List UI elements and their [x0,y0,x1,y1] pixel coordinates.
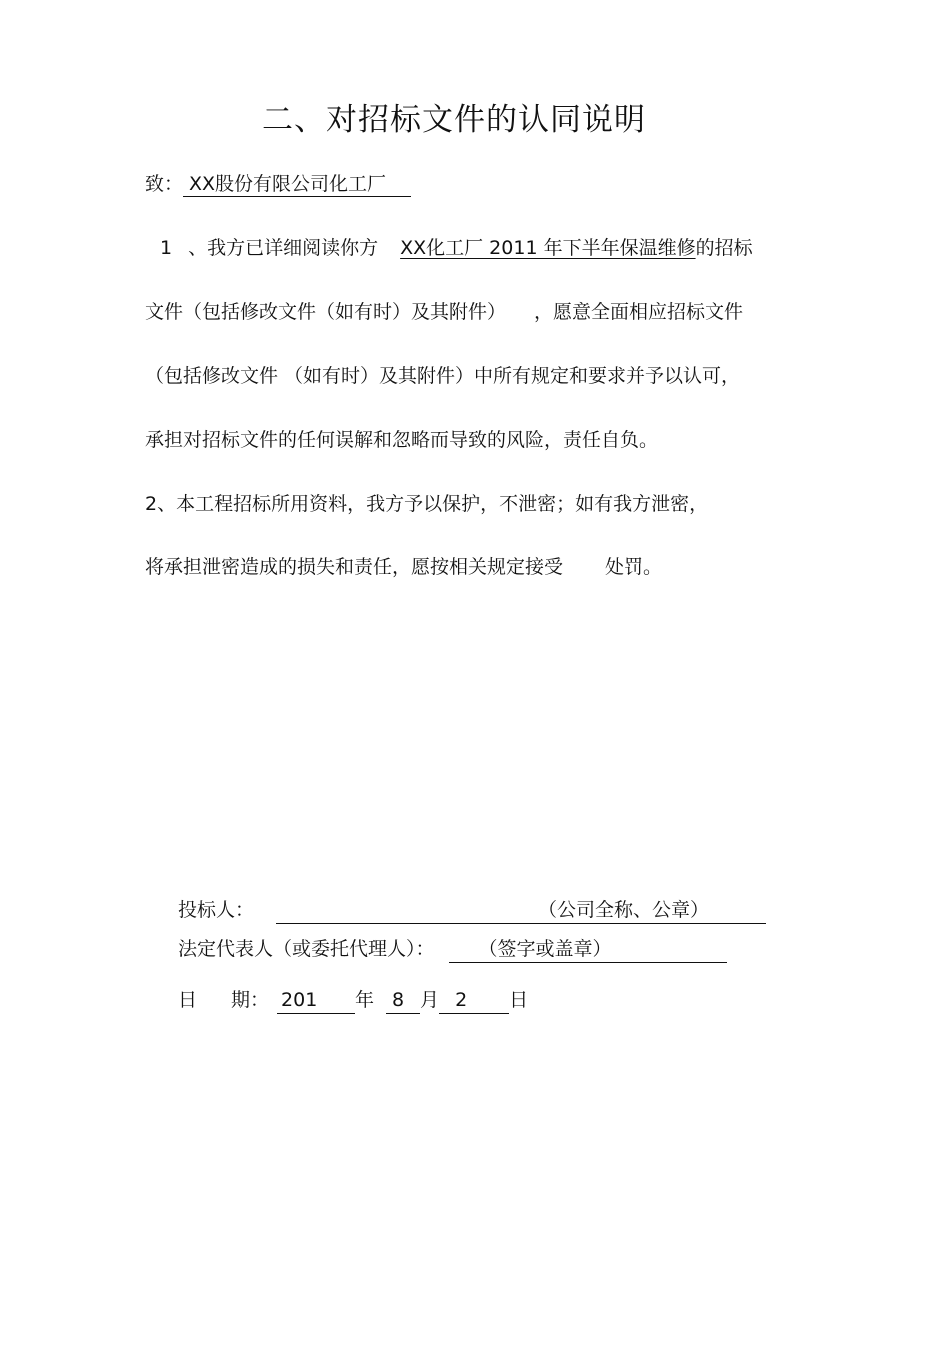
year-value: 201 [281,989,318,1011]
year-field [277,987,355,1014]
page-title: 二、对招标文件的认同说明 [262,102,646,138]
paragraph-1-line-4: 承担对招标文件的任何误解和忽略而导致的风险，责任自负。 [145,429,659,451]
paragraph-1-line-2 [145,298,743,326]
representative-field [449,936,727,963]
paragraph-1-line-1 [160,234,753,262]
bidder-note: （公司全称、公章） [538,899,710,921]
date-label-a: 日 [178,989,198,1011]
year-unit: 年 [355,989,375,1011]
paragraph-2-line-2 [145,553,662,581]
addressee-value: XX股份有限公司化工厂 [183,172,411,197]
date-label-b: 期： [231,989,270,1011]
paragraph-2-line-1: 2、本工程招标所用资料，我方予以保护，不泄密；如有我方泄密， [145,493,709,515]
paragraph-2-line-2b: 处罚。 [605,556,663,578]
date-line [178,986,528,1014]
month-value: 8 [392,989,405,1011]
paragraph-1-text-a: 、我方已详细阅读你方 [188,237,379,259]
bidder-line [178,896,766,924]
paragraph-1-number: 1 [160,237,173,259]
paragraph-1-line-2a: 文件（包括修改文件（如有时）及其附件） [145,301,507,323]
representative-line [178,935,727,963]
day-field [439,987,509,1014]
month-unit: 月 [420,989,440,1011]
paragraph-1-line-3: （包括修改文件 （如有时）及其附件）中所有规定和要求并予以认可， [145,365,741,387]
month-field [386,987,420,1014]
addressee-label: 致： [145,173,184,195]
bidder-label: 投标人： [178,899,255,921]
project-name: XX化工厂 2011 年下半年保温维修 [400,237,696,259]
day-value: 2 [455,989,468,1011]
addressee-line [145,170,411,198]
bidder-field [276,897,766,924]
paragraph-1-text-b: 的招标 [695,237,753,259]
paragraph-1-line-2b: ，愿意全面相应招标文件 [534,301,744,323]
paragraph-2-line-2a: 将承担泄密造成的损失和责任，愿按相关规定接受 [145,556,564,578]
day-unit: 日 [509,989,529,1011]
representative-note: （签字或盖章） [478,938,612,960]
representative-label: 法定代表人（或委托代理人）： [178,938,435,960]
